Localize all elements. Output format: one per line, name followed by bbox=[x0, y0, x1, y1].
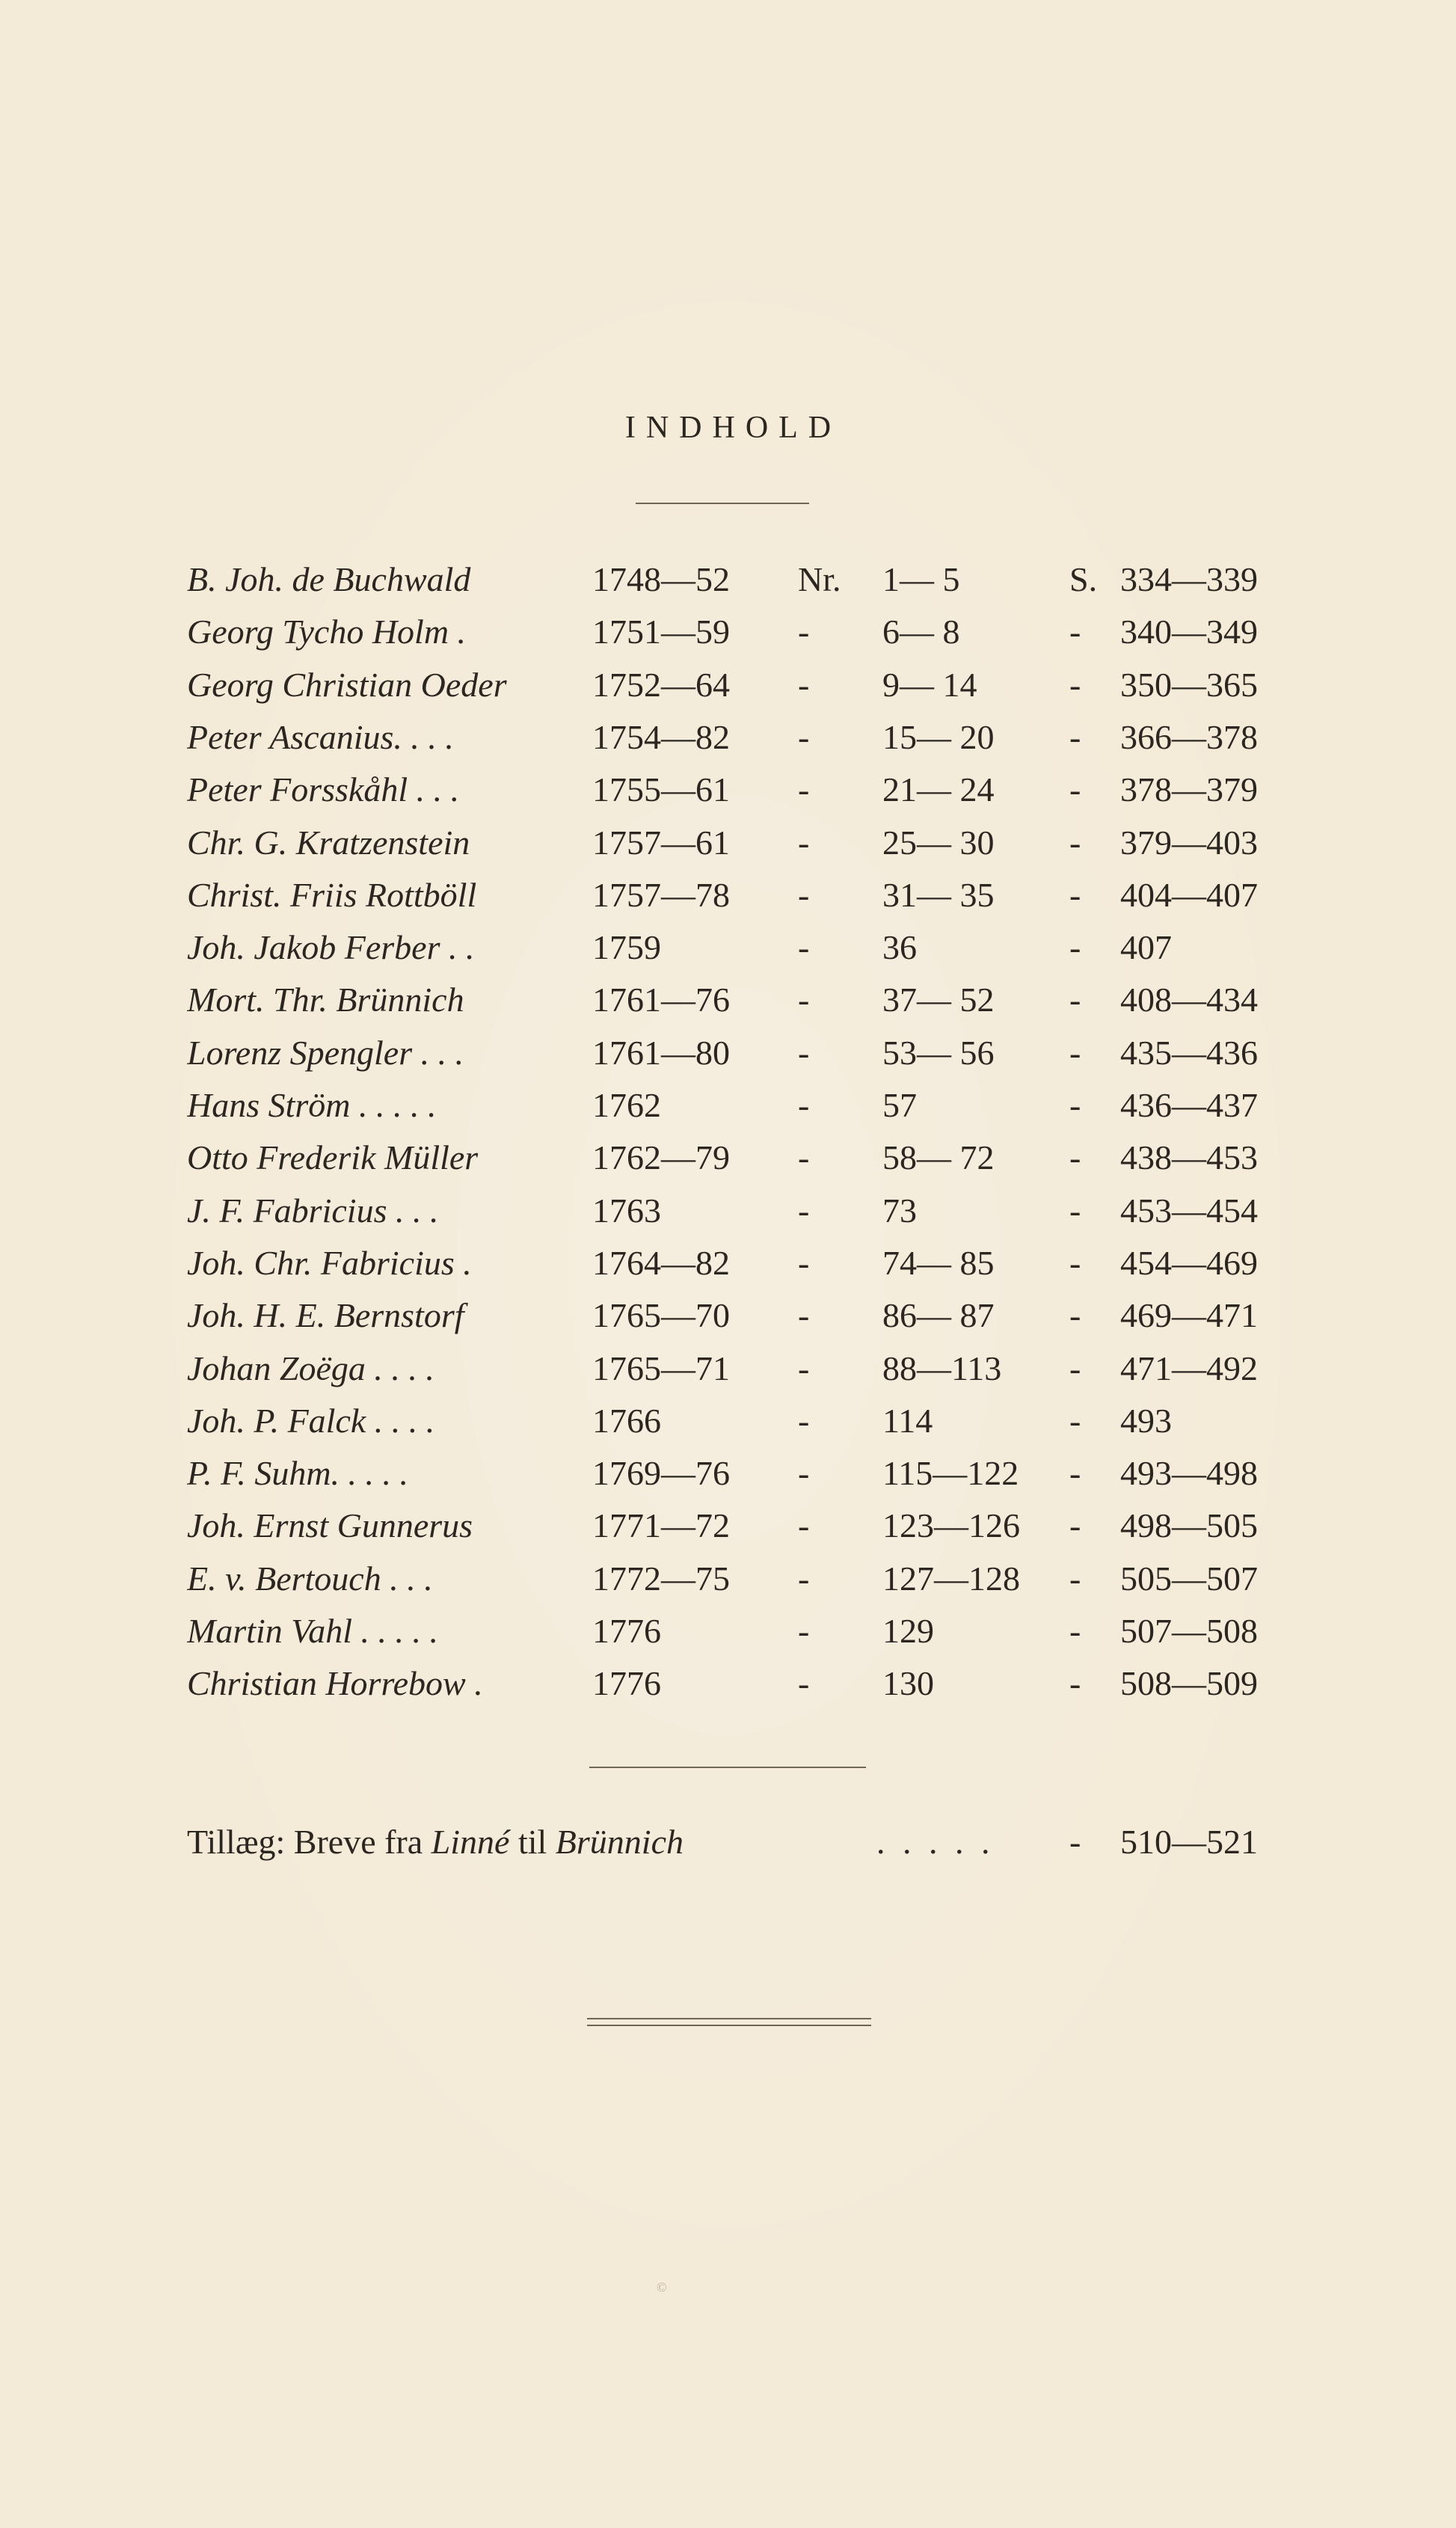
toc-entry-years: 1748—52 bbox=[592, 560, 730, 598]
toc-entry-name: J. F. Fabricius . . . bbox=[187, 1191, 439, 1230]
supplement-middle: til bbox=[509, 1823, 556, 1861]
toc-entry-number-mark: - bbox=[798, 981, 810, 1019]
toc-entry-name: Johan Zoëga . . . . bbox=[187, 1349, 434, 1387]
toc-entry-pages: 404—407 bbox=[1120, 876, 1258, 914]
toc-entry-page-mark: - bbox=[1069, 1138, 1081, 1176]
toc-entry-years: 1763 bbox=[592, 1191, 661, 1230]
toc-entry-page-mark: - bbox=[1069, 1454, 1081, 1492]
toc-entry-page-mark: - bbox=[1069, 823, 1081, 862]
toc-entry-page-mark: - bbox=[1069, 1664, 1081, 1702]
toc-entry-page-mark: - bbox=[1069, 1034, 1081, 1072]
supplement-page-mark: - bbox=[1069, 1823, 1081, 1861]
toc-entry-name: Joh. Jakob Ferber . . bbox=[187, 928, 475, 966]
toc-entry-name: Georg Christian Oeder bbox=[187, 666, 507, 704]
supplement-pages: 510—521 bbox=[1120, 1823, 1258, 1861]
toc-entry-name: E. v. Bertouch . . . bbox=[187, 1559, 433, 1598]
toc-entry-number-mark: - bbox=[798, 1244, 810, 1282]
toc-entry-number-mark: - bbox=[798, 1559, 810, 1598]
supplement-name-brunnich: Brünnich bbox=[555, 1823, 684, 1861]
toc-entry-name: Joh. Chr. Fabricius . bbox=[187, 1244, 472, 1282]
toc-entry-years: 1762 bbox=[592, 1086, 661, 1124]
toc-entry-number-mark: - bbox=[798, 876, 810, 914]
supplement-leader-dots: . . . . . bbox=[876, 1823, 995, 1861]
toc-entry-years: 1754—82 bbox=[592, 718, 730, 756]
toc-entry-numbers: 9— 14 bbox=[882, 666, 977, 704]
toc-entry-name: Martin Vahl . . . . . bbox=[187, 1612, 439, 1650]
toc-entry bbox=[0, 1027, 1456, 1079]
toc-entry-page-mark: - bbox=[1069, 666, 1081, 704]
library-stamp: © bbox=[657, 2280, 667, 2295]
toc-entry-numbers: 36 bbox=[882, 928, 917, 966]
toc-entry-years: 1759 bbox=[592, 928, 661, 966]
toc-entry-number-mark: - bbox=[798, 1034, 810, 1072]
toc-entry-name: Joh. P. Falck . . . . bbox=[187, 1402, 435, 1440]
toc-entry bbox=[0, 659, 1456, 711]
toc-entry-pages: 453—454 bbox=[1120, 1191, 1258, 1230]
end-double-rule-top bbox=[587, 2018, 871, 2019]
end-double-rule-bottom bbox=[587, 2025, 871, 2026]
toc-entry-numbers: 6— 8 bbox=[882, 613, 960, 651]
toc-entry-pages: 493 bbox=[1120, 1402, 1172, 1440]
toc-entry-pages: 340—349 bbox=[1120, 613, 1258, 651]
toc-entry-numbers: 127—128 bbox=[882, 1559, 1020, 1598]
toc-entry-years: 1757—61 bbox=[592, 823, 730, 862]
toc-entry-name: Joh. H. E. Bernstorf bbox=[187, 1296, 464, 1334]
toc-entry-number-mark: - bbox=[798, 1191, 810, 1230]
toc-entry-pages: 505—507 bbox=[1120, 1559, 1258, 1598]
toc-entry-numbers: 73 bbox=[882, 1191, 917, 1230]
toc-entry bbox=[0, 974, 1456, 1026]
toc-entry-pages: 498—505 bbox=[1120, 1506, 1258, 1544]
toc-entry-numbers: 115—122 bbox=[882, 1454, 1019, 1492]
toc-entry bbox=[0, 606, 1456, 658]
toc-entry-number-mark: - bbox=[798, 1086, 810, 1124]
toc-entry-number-mark: - bbox=[798, 613, 810, 651]
toc-entry bbox=[0, 711, 1456, 764]
toc-entry-numbers: 37— 52 bbox=[882, 981, 995, 1019]
toc-entry-name: Otto Frederik Müller bbox=[187, 1138, 479, 1176]
toc-entry-number-mark: - bbox=[798, 666, 810, 704]
toc-entry-page-mark: - bbox=[1069, 1506, 1081, 1544]
toc-entry-page-mark: - bbox=[1069, 1244, 1081, 1282]
toc-entry-number-mark: Nr. bbox=[798, 560, 841, 598]
toc-entry-name: Peter Ascanius. . . . bbox=[187, 718, 454, 756]
toc-entry bbox=[0, 1237, 1456, 1289]
toc-entry-number-mark: - bbox=[798, 1664, 810, 1702]
toc-entry-pages: 471—492 bbox=[1120, 1349, 1258, 1387]
toc-entry bbox=[0, 1395, 1456, 1447]
toc-entry bbox=[0, 1605, 1456, 1657]
page-title: INDHOLD bbox=[624, 411, 842, 445]
toc-entry-numbers: 86— 87 bbox=[882, 1296, 995, 1334]
title-underline bbox=[636, 503, 809, 504]
toc-entry-pages: 469—471 bbox=[1120, 1296, 1258, 1334]
toc-entry-name: Lorenz Spengler . . . bbox=[187, 1034, 464, 1072]
toc-entry-years: 1761—80 bbox=[592, 1034, 730, 1072]
toc-entry-numbers: 31— 35 bbox=[882, 876, 995, 914]
toc-entry-name: Joh. Ernst Gunnerus bbox=[187, 1506, 473, 1544]
toc-entry-years: 1771—72 bbox=[592, 1506, 730, 1544]
toc-entry-page-mark: - bbox=[1069, 876, 1081, 914]
toc-entry-years: 1765—70 bbox=[592, 1296, 730, 1334]
toc-entry-name: Chr. G. Kratzenstein bbox=[187, 823, 470, 862]
toc-entry-years: 1766 bbox=[592, 1402, 661, 1440]
toc-entry-number-mark: - bbox=[798, 1506, 810, 1544]
toc-entry-pages: 507—508 bbox=[1120, 1612, 1258, 1650]
toc-entry-pages: 454—469 bbox=[1120, 1244, 1258, 1282]
toc-entry-years: 1776 bbox=[592, 1612, 661, 1650]
toc-entry-numbers: 53— 56 bbox=[882, 1034, 995, 1072]
toc-entry-pages: 350—365 bbox=[1120, 666, 1258, 704]
toc-entry-page-mark: - bbox=[1069, 718, 1081, 756]
toc-entry-name: Christ. Friis Rottböll bbox=[187, 876, 477, 914]
toc-entry-years: 1764—82 bbox=[592, 1244, 730, 1282]
toc-entry bbox=[0, 1079, 1456, 1132]
toc-entry-number-mark: - bbox=[798, 1612, 810, 1650]
toc-entry bbox=[0, 817, 1456, 869]
toc-entry-pages: 379—403 bbox=[1120, 823, 1258, 862]
supplement-name-linne: Linné bbox=[431, 1823, 510, 1861]
toc-entry-page-mark: - bbox=[1069, 1086, 1081, 1124]
toc-entry-number-mark: - bbox=[798, 1138, 810, 1176]
toc-entry-pages: 508—509 bbox=[1120, 1664, 1258, 1702]
toc-entry-name: Peter Forsskåhl . . . bbox=[187, 770, 460, 809]
toc-entry-page-mark: - bbox=[1069, 613, 1081, 651]
toc-entry-pages: 366—378 bbox=[1120, 718, 1258, 756]
toc-entry-numbers: 21— 24 bbox=[882, 770, 995, 809]
toc-entry bbox=[0, 1447, 1456, 1500]
toc-entry-numbers: 88—113 bbox=[882, 1349, 1002, 1387]
toc-entry bbox=[0, 869, 1456, 921]
toc-entry-page-mark: - bbox=[1069, 981, 1081, 1019]
section-divider bbox=[589, 1767, 866, 1768]
toc-entry-years: 1772—75 bbox=[592, 1559, 730, 1598]
toc-entry-numbers: 129 bbox=[882, 1612, 934, 1650]
toc-entry-numbers: 123—126 bbox=[882, 1506, 1020, 1544]
toc-entry-page-mark: S. bbox=[1069, 560, 1098, 598]
toc-entry-pages: 436—437 bbox=[1120, 1086, 1258, 1124]
toc-entry-numbers: 57 bbox=[882, 1086, 917, 1124]
toc-entry bbox=[0, 1289, 1456, 1342]
toc-entry-numbers: 130 bbox=[882, 1664, 934, 1702]
toc-entry-years: 1751—59 bbox=[592, 613, 730, 651]
toc-entry-years: 1761—76 bbox=[592, 981, 730, 1019]
toc-entry bbox=[0, 1553, 1456, 1605]
toc-entry-years: 1776 bbox=[592, 1664, 661, 1702]
toc-entry-pages: 334—339 bbox=[1120, 560, 1258, 598]
toc-entry-page-mark: - bbox=[1069, 1612, 1081, 1650]
toc-entry bbox=[0, 764, 1456, 816]
toc-entry-pages: 407 bbox=[1120, 928, 1172, 966]
toc-entry-page-mark: - bbox=[1069, 1296, 1081, 1334]
toc-entry-name: P. F. Suhm. . . . . bbox=[187, 1454, 409, 1492]
toc-entry-number-mark: - bbox=[798, 928, 810, 966]
supplement-entry bbox=[0, 1816, 1456, 1868]
toc-entry-number-mark: - bbox=[798, 1402, 810, 1440]
toc-entry-years: 1757—78 bbox=[592, 876, 730, 914]
toc-entry-years: 1769—76 bbox=[592, 1454, 730, 1492]
toc-entry-name: Christian Horrebow . bbox=[187, 1664, 483, 1702]
toc-entry-numbers: 25— 30 bbox=[882, 823, 995, 862]
toc-entry-numbers: 114 bbox=[882, 1402, 933, 1440]
toc-entry-years: 1762—79 bbox=[592, 1138, 730, 1176]
toc-entry-pages: 493—498 bbox=[1120, 1454, 1258, 1492]
toc-entry-pages: 435—436 bbox=[1120, 1034, 1258, 1072]
toc-entry-pages: 378—379 bbox=[1120, 770, 1258, 809]
toc-entry-numbers: 58— 72 bbox=[882, 1138, 995, 1176]
toc-entry bbox=[0, 1185, 1456, 1237]
toc-entry bbox=[0, 553, 1456, 606]
toc-entry-numbers: 1— 5 bbox=[882, 560, 960, 598]
toc-entry-page-mark: - bbox=[1069, 770, 1081, 809]
toc-entry-numbers: 74— 85 bbox=[882, 1244, 995, 1282]
toc-entry-name: Mort. Thr. Brünnich bbox=[187, 981, 464, 1019]
toc-entry-page-mark: - bbox=[1069, 1191, 1081, 1230]
toc-entry-number-mark: - bbox=[798, 1349, 810, 1387]
toc-entry-pages: 438—453 bbox=[1120, 1138, 1258, 1176]
toc-entry-page-mark: - bbox=[1069, 928, 1081, 966]
toc-entry bbox=[0, 1343, 1456, 1395]
toc-entry-years: 1752—64 bbox=[592, 666, 730, 704]
toc-entry-number-mark: - bbox=[798, 1296, 810, 1334]
toc-entry-page-mark: - bbox=[1069, 1349, 1081, 1387]
supplement-prefix: Tillæg: Breve fra bbox=[187, 1823, 431, 1861]
toc-entry-page-mark: - bbox=[1069, 1559, 1081, 1598]
toc-entry-number-mark: - bbox=[798, 770, 810, 809]
toc-entry-name: B. Joh. de Buchwald bbox=[187, 560, 471, 598]
toc-entry-number-mark: - bbox=[798, 1454, 810, 1492]
toc-entry bbox=[0, 1657, 1456, 1710]
toc-entry bbox=[0, 1500, 1456, 1552]
toc-entry-name: Georg Tycho Holm . bbox=[187, 613, 467, 651]
toc-entry bbox=[0, 921, 1456, 974]
toc-entry-number-mark: - bbox=[798, 718, 810, 756]
supplement-label bbox=[187, 1816, 684, 1868]
toc-entry-years: 1755—61 bbox=[592, 770, 730, 809]
toc-entry-numbers: 15— 20 bbox=[882, 718, 995, 756]
toc-entry-name: Hans Ström . . . . . bbox=[187, 1086, 437, 1124]
toc-entry-years: 1765—71 bbox=[592, 1349, 730, 1387]
toc-entry-page-mark: - bbox=[1069, 1402, 1081, 1440]
toc-entry-pages: 408—434 bbox=[1120, 981, 1258, 1019]
toc-entry bbox=[0, 1132, 1456, 1184]
toc-entry-number-mark: - bbox=[798, 823, 810, 862]
